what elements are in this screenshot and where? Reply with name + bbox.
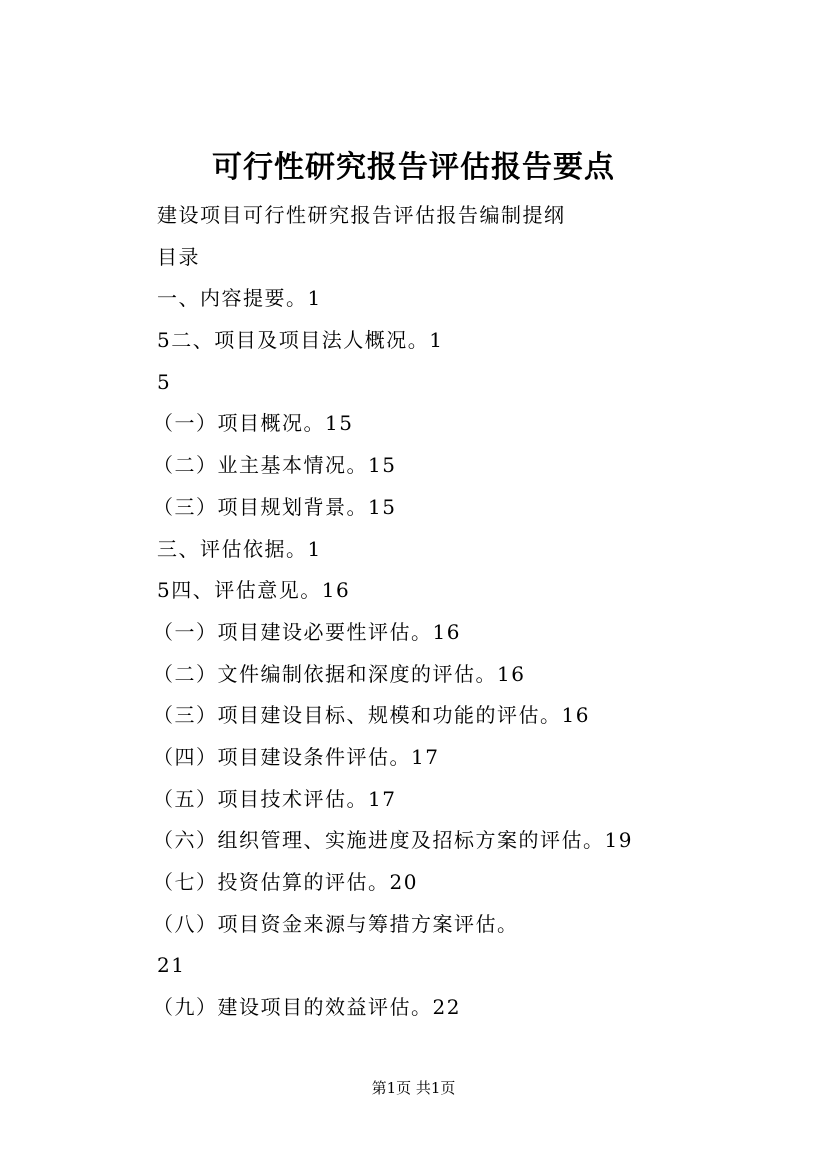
- toc-line: （三）项目规划背景。15: [153, 494, 397, 519]
- toc-line: （八）项目资金来源与筹措方案评估。: [153, 911, 519, 936]
- toc-line: 5二、项目及项目法人概况。1: [157, 328, 444, 353]
- toc-line: （一）项目概况。15: [153, 411, 354, 436]
- toc-line: （四）项目建设条件评估。17: [153, 744, 440, 769]
- toc-line: （六）组织管理、实施进度及招标方案的评估。19: [153, 828, 633, 853]
- table-of-contents: [153, 195, 797, 1029]
- toc-line: （一）项目建设必要性评估。16: [153, 619, 461, 644]
- subtitle-line: 建设项目可行性研究报告评估报告编制提纲: [157, 203, 566, 227]
- toc-line: 5四、评估意见。16: [157, 578, 351, 603]
- toc-line: 三、评估依据。1: [157, 536, 322, 561]
- toc-line: （五）项目技术评估。17: [153, 786, 397, 811]
- toc-line: （二）文件编制依据和深度的评估。16: [153, 661, 526, 686]
- document-title: 可行性研究报告评估报告要点: [212, 150, 615, 185]
- toc-line: （二）业主基本情况。15: [153, 453, 397, 478]
- toc-line: （三）项目建设目标、规模和功能的评估。16: [153, 703, 590, 728]
- toc-line: 5: [157, 369, 172, 394]
- toc-line: （九）建设项目的效益评估。22: [153, 995, 461, 1020]
- page-footer: 第1页 共1页: [371, 1079, 456, 1097]
- toc-line: （七）投资估算的评估。20: [153, 870, 418, 894]
- toc-heading: 目录: [157, 244, 200, 269]
- toc-line: 一、内容提要。1: [157, 286, 322, 311]
- toc-line: 21: [157, 953, 186, 978]
